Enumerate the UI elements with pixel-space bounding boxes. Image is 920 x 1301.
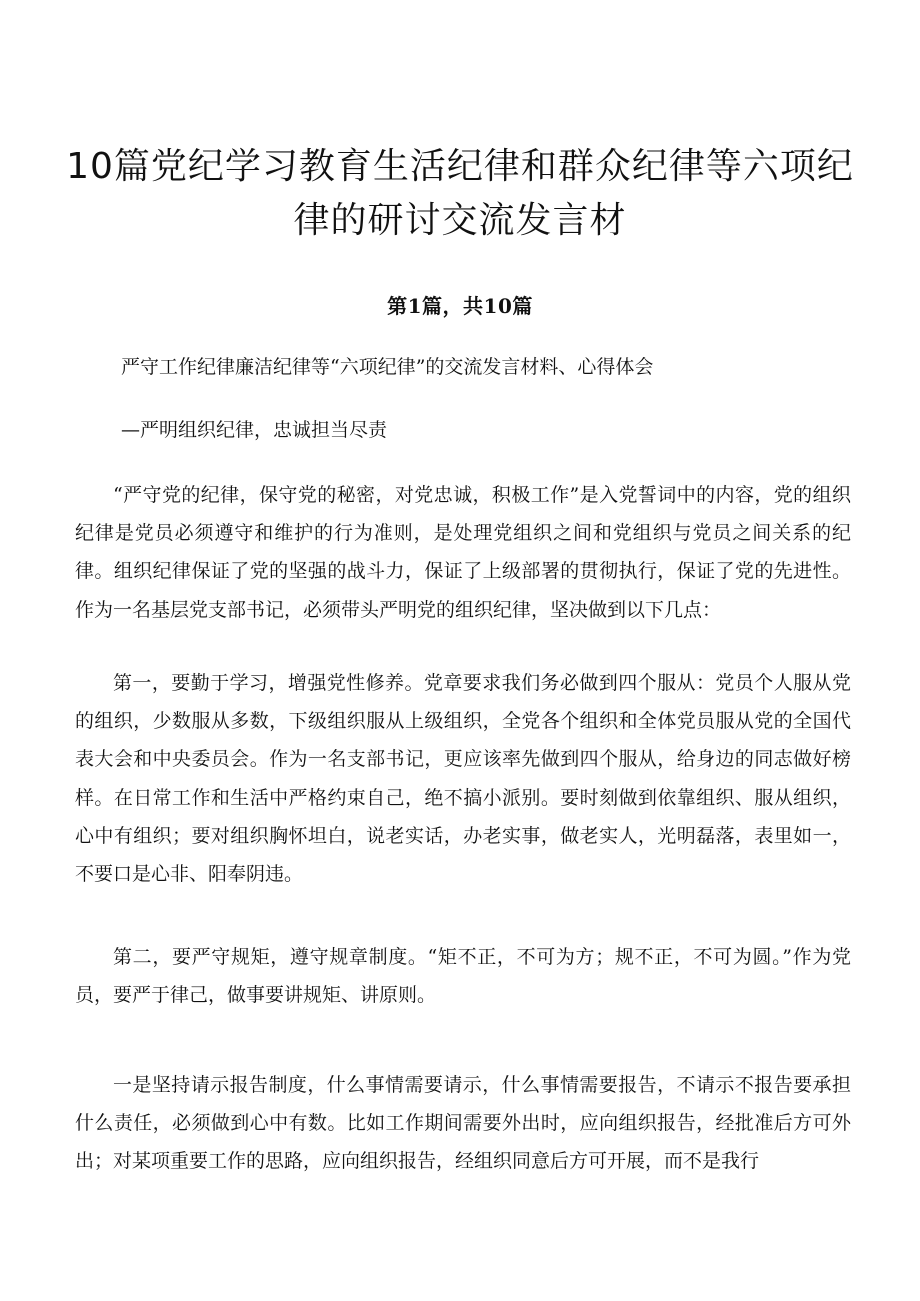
paragraph: 第二，要严守规矩，遵守规章制度。“矩不正，不可为方；规不正，不可为圆。”作为党员，要严于律己，做事要讲规矩、讲原则。 xyxy=(75,946,851,1007)
section-heading: 严守工作纪律廉洁纪律等“六项纪律”的交流发言材料、心得体会 xyxy=(121,356,654,378)
part-label: 第1篇，共10篇 xyxy=(387,294,533,318)
document-title: 10篇党纪学习教育生活纪律和群众纪律等六项纪律的研讨交流发言材 xyxy=(66,146,854,242)
paragraph: 第一，要勤于学习，增强党性修养。党章要求我们务必做到四个服从：党员个人服从党的组织，少数服从多数，下级组织服从上级组织，全党各个组织和全体党员服从党的全国代表大会和中央委员会。作为一名支部书记，更应该率先做到四个服从，给身边的同志做好榜样。在日常工作和生活中严格约束自己，绝不搞小派别。要时刻做到依靠组织、服从组织，心中有组织；要对组织胸怀坦白，说老实话，办老实事，做老实人，光明磊落，表里如一，不要口是心非、阳奉阴违。 xyxy=(75,672,851,886)
section-subheading: —严明组织纪律，忠诚担当尽责 xyxy=(121,419,388,441)
paragraph: 一是坚持请示报告制度，什么事情需要请示，什么事情需要报告，不请示不报告要承担什么责任，必须做到心中有数。比如工作期间需要外出时，应向组织报告，经批准后方可外出；对某项重要工作的思路，应向组织报告，经组织同意后方可开展，而不是我行 xyxy=(75,1074,851,1173)
paragraph: “严守党的纪律，保守党的秘密，对党忠诚，积极工作”是入党誓词中的内容，党的组织纪律是党员必须遵守和维护的行为准则，是处理党组织之间和党组织与党员之间关系的纪律。组织纪律保证了党的坚强的战斗力，保证了上级部署的贯彻执行，保证了党的先进性。作为一名基层党支部书记，必须带头严明党的组织纪律，坚决做到以下几点： xyxy=(75,484,851,621)
